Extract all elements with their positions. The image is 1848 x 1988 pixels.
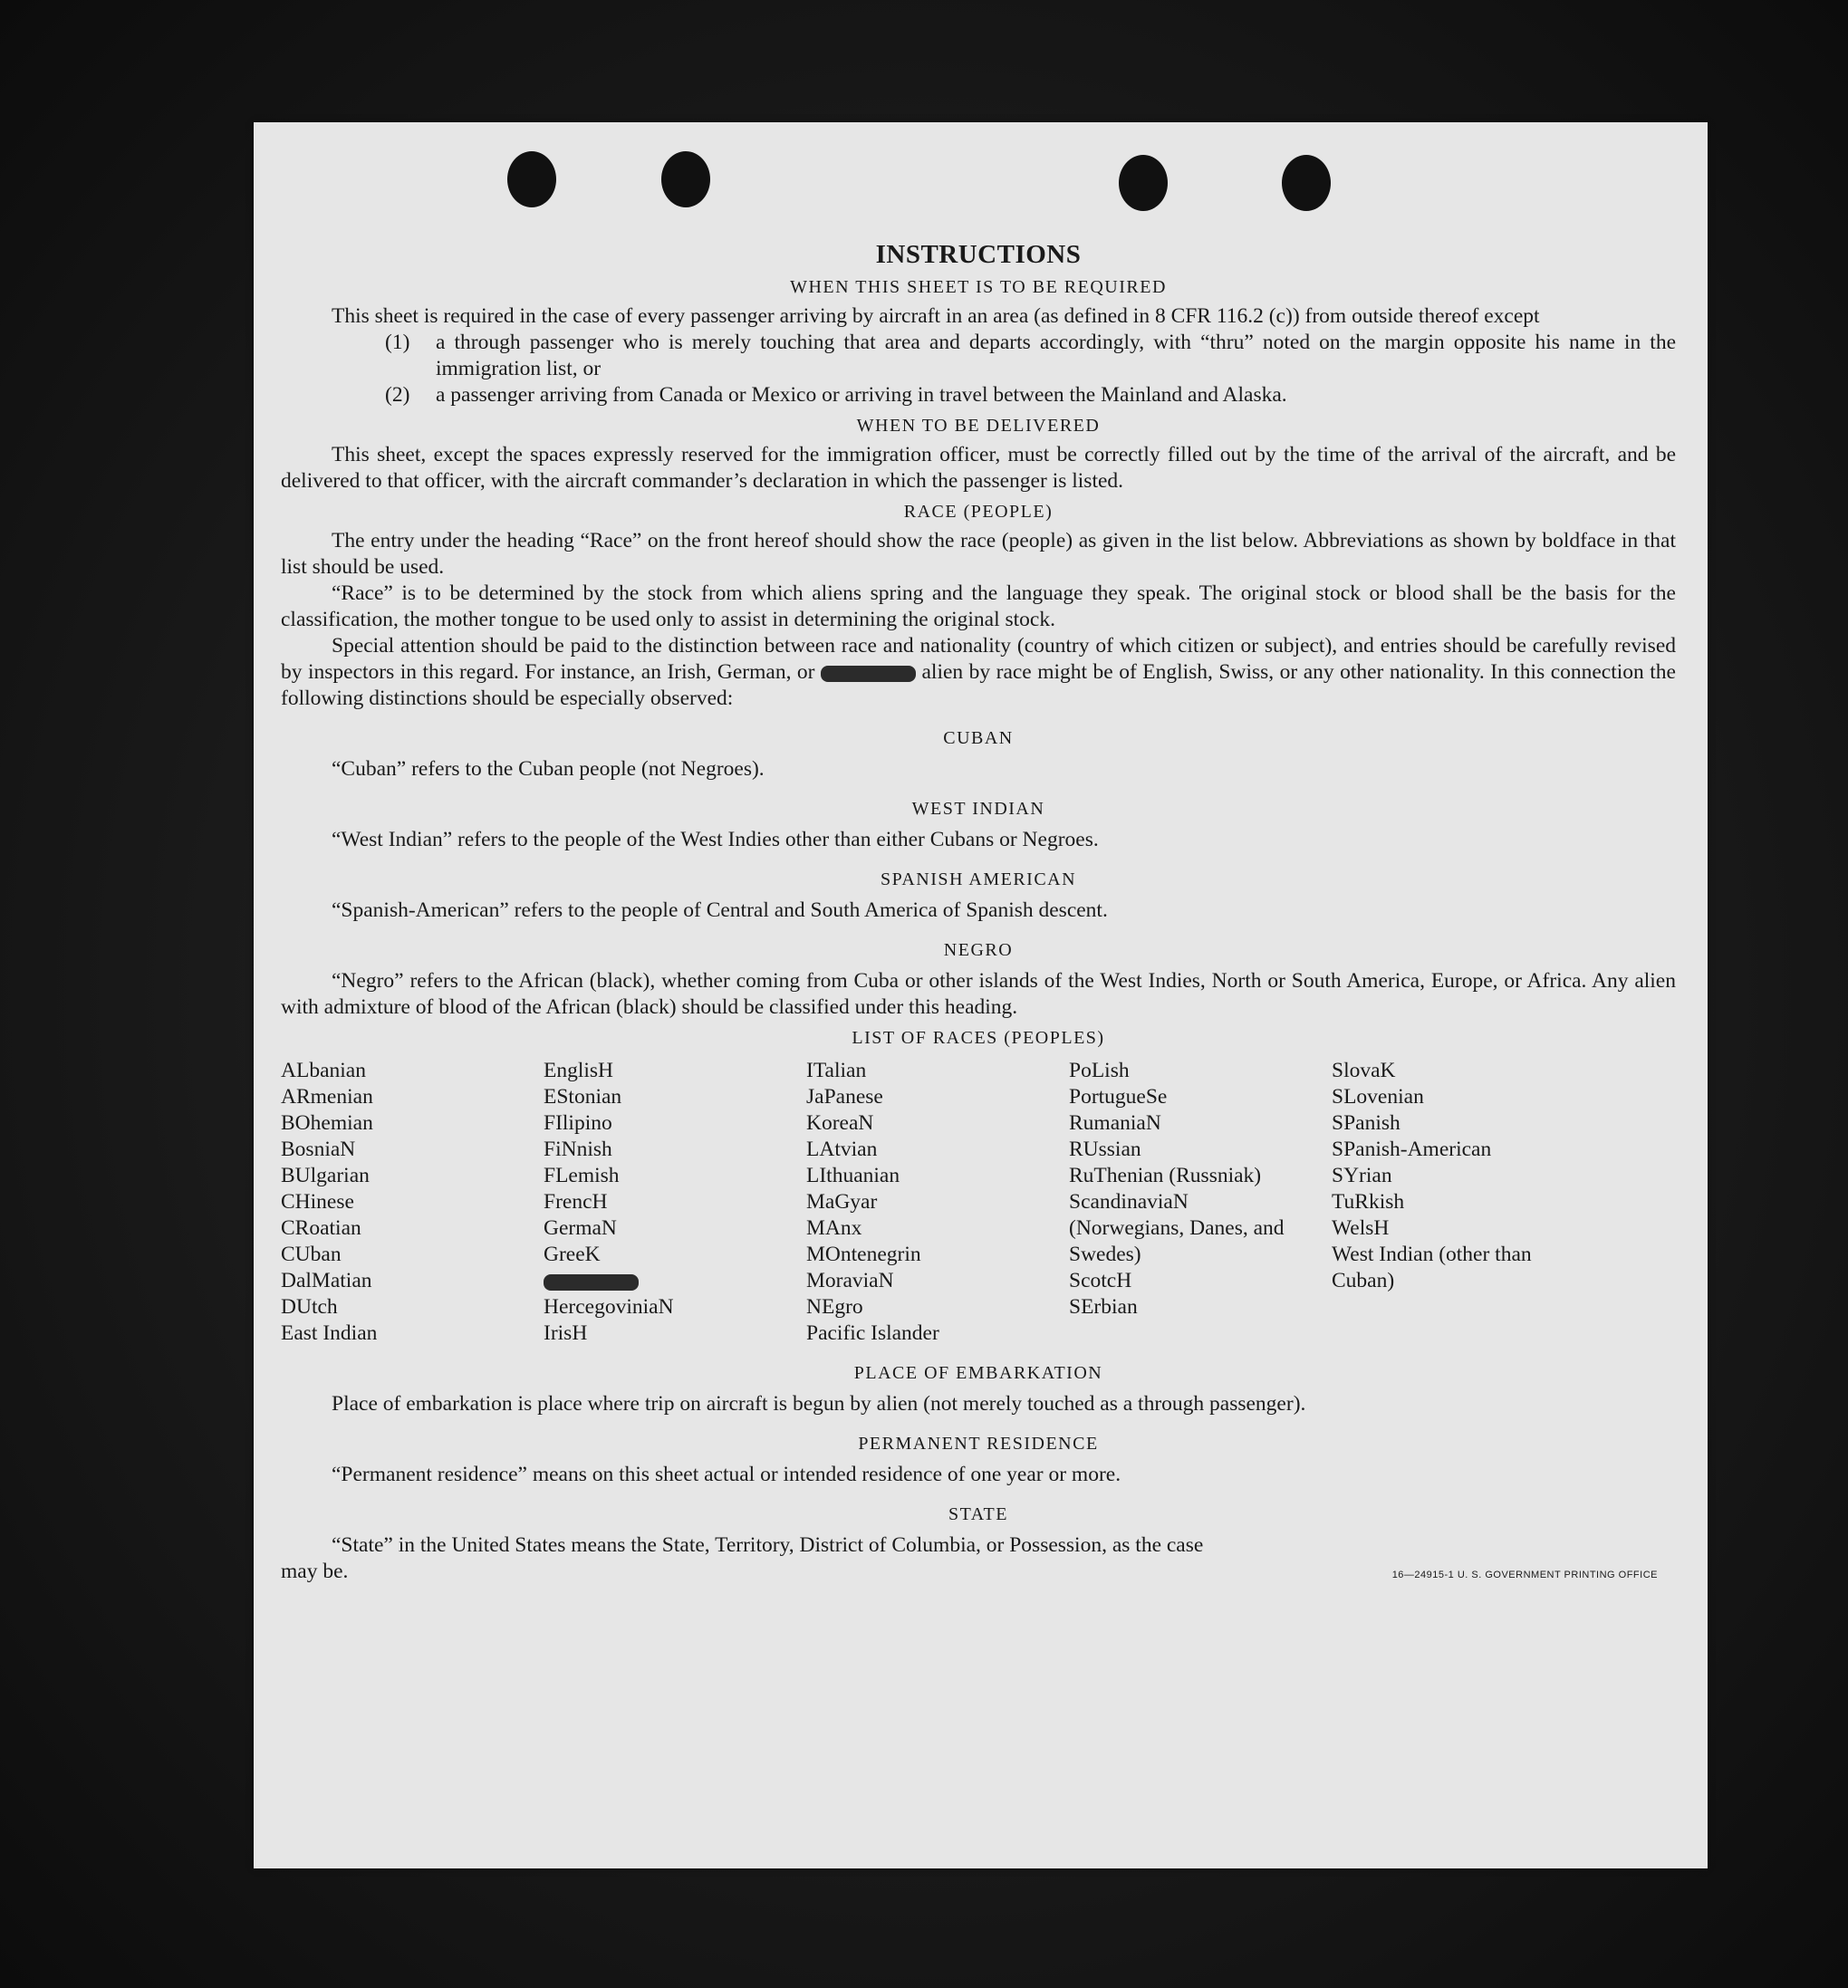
section-heading: RACE (PEOPLE): [903, 502, 1054, 522]
race-entry: PoLish: [1069, 1059, 1130, 1082]
race-entry: ScandinaviaN (Norwegians, Danes, and Swedes): [1069, 1190, 1285, 1266]
punch-hole: [1282, 155, 1331, 211]
footer-line: [281, 1559, 1676, 1585]
list-item: [281, 330, 1676, 382]
race-column-4: [1069, 1058, 1332, 1347]
race-entry: RumaniaN: [1069, 1111, 1161, 1135]
race-column-1: [281, 1058, 544, 1347]
section-heading: PLACE OF EMBARKATION: [853, 1363, 1103, 1383]
race-entry: KoreaN: [806, 1111, 874, 1135]
race-entry: SErbian: [1069, 1295, 1138, 1319]
document-body: [281, 240, 1676, 1585]
race-entry: PortugueSe: [1069, 1085, 1168, 1109]
race-entry: ScotcH: [1069, 1269, 1132, 1292]
race-entry: NEgro: [806, 1295, 863, 1319]
race-entry: TuRkish: [1332, 1190, 1405, 1214]
race-entry: East Indian: [281, 1321, 378, 1345]
race-entry: GermaN: [544, 1216, 617, 1240]
race-entry: DalMatian: [281, 1269, 372, 1292]
race-entry: ALbanian: [281, 1059, 366, 1082]
item-number: (2): [385, 383, 410, 407]
race-entry: SLovenian: [1332, 1085, 1424, 1109]
section-heading: WEST INDIAN: [911, 799, 1045, 819]
definition: “Cuban” refers to the Cuban people (not Negroes).: [332, 757, 765, 781]
paragraph-text: Special attention should be paid to the distinction between race and nationality (country of which citizen or subject), and entries should be carefully revised by inspectors in this regard. For instance, an Irish, German, or: [281, 634, 1676, 684]
race-entry: SPanish: [1332, 1111, 1400, 1135]
paragraph-end: may be.: [281, 1560, 349, 1583]
race-entry: BUlgarian: [281, 1164, 370, 1187]
race-entry: CHinese: [281, 1190, 354, 1214]
race-entry: CUban: [281, 1243, 342, 1266]
race-list: [281, 1058, 1676, 1347]
punch-hole: [661, 151, 710, 207]
item-number: (1): [385, 331, 410, 354]
race-column-5: [1332, 1058, 1594, 1347]
paragraph: Place of embarkation is place where trip on aircraft is begun by alien (not merely touched as a through passenger).: [332, 1392, 1306, 1416]
printer-mark: 16—24915-1 U. S. GOVERNMENT PRINTING OFFICE: [1391, 1570, 1658, 1580]
race-entry: MaGyar: [806, 1190, 878, 1214]
race-entry: MOntenegrin: [806, 1243, 921, 1266]
race-entry: FrencH: [544, 1190, 608, 1214]
race-entry: SlovaK: [1332, 1059, 1396, 1082]
paragraph-text: alien by race might be of English, Swiss, or any other nationality. In this connection the following distinctions should be especially observed:: [281, 660, 1676, 710]
race-entry: MoraviaN: [806, 1269, 894, 1292]
instruction-sheet: [254, 122, 1708, 1868]
race-entry: ITalian: [806, 1059, 867, 1082]
race-column-3: [806, 1058, 1069, 1347]
section-heading: LIST OF RACES (PEOPLES): [852, 1028, 1105, 1048]
section-heading: SPANISH AMERICAN: [880, 869, 1077, 889]
race-column-2: [544, 1058, 806, 1347]
race-entry: JaPanese: [806, 1085, 883, 1109]
paragraph: [281, 633, 1676, 712]
item-text: a passenger arriving from Canada or Mexico or arriving in travel between the Mainland and Alaska.: [436, 383, 1287, 407]
page-title: INSTRUCTIONS: [875, 240, 1082, 269]
race-entry-redacted: [544, 1268, 806, 1294]
race-entry: SYrian: [1332, 1164, 1392, 1187]
race-entry: BosniaN: [281, 1138, 356, 1161]
section-heading: PERMANENT RESIDENCE: [858, 1434, 1099, 1454]
race-entry: FiNnish: [544, 1138, 612, 1161]
redaction-mark: [821, 666, 916, 682]
punch-hole: [1119, 155, 1168, 211]
punch-hole: [507, 151, 556, 207]
race-entry: EnglisH: [544, 1059, 614, 1082]
race-entry: West Indian (other than Cuban): [1332, 1243, 1532, 1292]
definition: “West Indian” refers to the people of the West Indies other than either Cubans or Negroes.: [332, 828, 1099, 851]
race-entry: GreeK: [544, 1243, 601, 1266]
paragraph: This sheet is required in the case of every passenger arriving by aircraft in an area (as defined in 8 CFR 116.2 (c)) from outside thereof except: [332, 304, 1540, 328]
list-item: [281, 382, 1676, 408]
race-entry: RuThenian (Russniak): [1069, 1164, 1262, 1187]
definition: “Spanish-American” refers to the people of Central and South America of Spanish descent.: [332, 898, 1108, 922]
paragraph: “Negro” refers to the African (black), whether coming from Cuba or other islands of the West Indies, North or South America, Europe, or Africa. Any alien with admixture of blood of the African (black) should be classified under this heading.: [281, 969, 1676, 1019]
race-entry: MAnx: [806, 1216, 862, 1240]
paragraph: This sheet, except the spaces expressly reserved for the immigration officer, must be correctly filled out by the time of the arrival of the aircraft, and be delivered to that officer, with the aircraft commander’s declaration in which the passenger is listed.: [281, 443, 1676, 493]
paragraph: The entry under the heading “Race” on the front hereof should show the race (people) as given in the list below. Abbreviations as shown by boldface in that list should be used.: [281, 529, 1676, 579]
race-entry: ARmenian: [281, 1085, 373, 1109]
race-entry: LIthuanian: [806, 1164, 900, 1187]
section-heading: CUBAN: [943, 728, 1014, 748]
race-entry: FLemish: [544, 1164, 620, 1187]
definition: “Permanent residence” means on this sheet actual or intended residence of one year or more.: [332, 1463, 1121, 1486]
section-heading: STATE: [948, 1504, 1008, 1524]
section-heading: WHEN THIS SHEET IS TO BE REQUIRED: [790, 277, 1167, 297]
paragraph: “State” in the United States means the State, Territory, District of Columbia, or Possession, as the case: [332, 1533, 1204, 1557]
race-entry: WelsH: [1332, 1216, 1390, 1240]
race-entry: CRoatian: [281, 1216, 361, 1240]
race-entry: SPanish-American: [1332, 1138, 1492, 1161]
race-entry: Pacific Islander: [806, 1321, 939, 1345]
race-entry: EStonian: [544, 1085, 622, 1109]
race-entry: FIlipino: [544, 1111, 612, 1135]
section-heading: NEGRO: [943, 940, 1014, 960]
race-entry: HercegoviniaN: [544, 1295, 674, 1319]
race-entry: LAtvian: [806, 1138, 878, 1161]
race-entry: BOhemian: [281, 1111, 373, 1135]
item-text: a through passenger who is merely touching that area and departs accordingly, with “thru” noted on the margin opposite his name in the immigration list, or: [436, 331, 1676, 380]
race-entry: IrisH: [544, 1321, 588, 1345]
paragraph: “Race” is to be determined by the stock from which aliens spring and the language they speak. The original stock or blood shall be the basis for the classification, the mother tongue to be used only to assist in determining the original stock.: [281, 581, 1676, 631]
section-heading: WHEN TO BE DELIVERED: [856, 416, 1101, 436]
race-entry: DUtch: [281, 1295, 338, 1319]
redaction-mark: [544, 1274, 639, 1291]
race-entry: RUssian: [1069, 1138, 1141, 1161]
